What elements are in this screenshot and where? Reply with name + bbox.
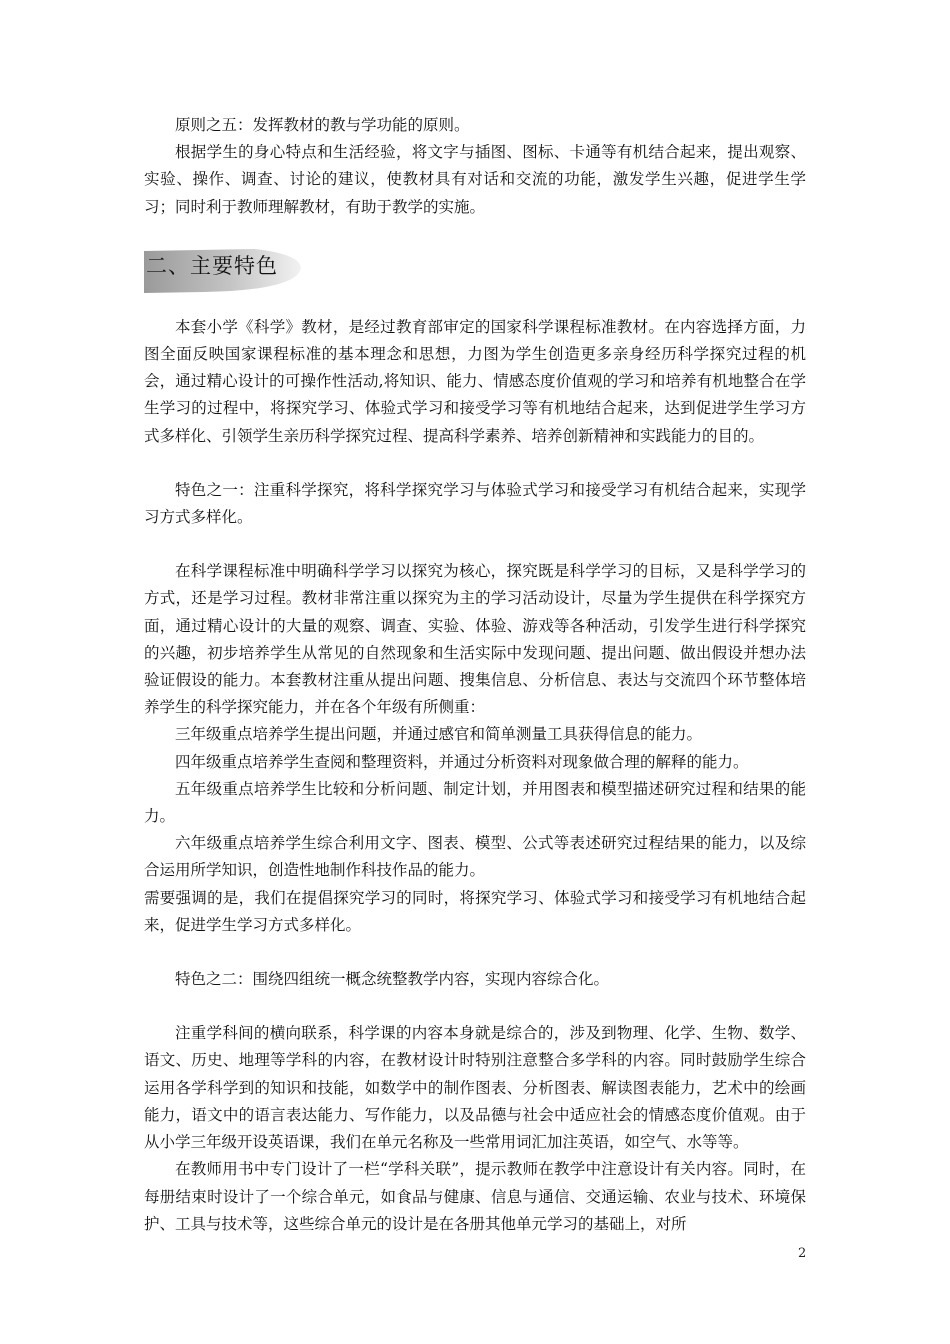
overview-paragraph: 本套小学《科学》教材，是经过教育部审定的国家科学课程标准教材。在内容选择方面，力图全面反映国家课程标准的基本理念和思想，力图为学生创造更多亲身经历科学探究过程的机会，通过精心设计的可操作性活动,将知识、能力、情感态度价值观的学习和培养有机地整合在学生学习的过程中，将探究学习、体验式学习和接受学习等有机地结合起来，达到促进学生学习方式多样化、引领学生亲历科学探究过程、提高科学素养、培养创新精神和实践能力的目的。 [144,317,806,445]
page-number: 2 [798,1246,807,1261]
feature-one-title: 特色之一：注重科学探究，将科学探究学习与体验式学习和接受学习有机结合起来，实现学习方式多样化。 [144,480,806,527]
feature-two-title: 特色之二：围绕四组统一概念统整教学内容，实现内容综合化。 [175,970,610,989]
section-heading: 二、主要特色 [146,253,278,278]
feature-one-body: 在科学课程标准中明确科学学习以探究为核心，探究既是科学学习的目标，又是科学学习的方式，还是学习过程。教材非常注重以探究为主的学习活动设计，尽量为学生提供在科学探究方面，通过精心设计的大量的观察、调查、实验、体验、游戏等各种活动，引发学生进行科学探究的兴趣，初步培养学生从常见的自然现象和生活实际中发现问题、提出问题、做出假设并想办法验证假设的能力。本套教材注重从提出问题、搜集信息、分析信息、表达与交流四个环节整体培养学生的科学探究能力，并在各个年级有所侧重： [144,562,806,717]
grade-four-item: 四年级重点培养学生查阅和整理资料，并通过分析资料对现象做合理的解释的能力。 [175,752,749,771]
principle-five-title: 原则之五：发挥教材的教与学功能的原则。 [175,116,470,134]
grade-six-item: 六年级重点培养学生综合利用文字、图表、模型、公式等表述研究过程结果的能力，以及综合运用所学知识，创造性地制作科技作品的能力。 [144,834,806,880]
emphasis-paragraph: 需要强调的是，我们在提倡探究学习的同时，将探究学习、体验式学习和接受学习有机地结合起来，促进学生学习方式多样化。 [144,888,806,934]
spacer [144,993,806,1020]
principle-five-body: 根据学生的身心特点和生活经验，将文字与插图、图标、卡通等有机结合起来，提出观察、实验、操作、调查、讨论的建议，使教材具有对话和交流的功能，激发学生兴趣，促进学生学习；同时利于教师理解教材，有助于教学的实施。 [144,143,806,216]
grade-five-item: 五年级重点培养学生比较和分析问题、制定计划，并用图表和模型描述研究过程和结果的能力。 [144,779,806,826]
spacer [144,450,806,477]
spacer [144,531,806,558]
document-page [144,112,806,1238]
section-heading-block [144,246,806,296]
spacer [144,939,806,966]
grade-three-item: 三年级重点培养学生提出问题，并通过感官和简单测量工具获得信息的能力。 [175,725,703,744]
teacher-book-paragraph: 在教师用书中专门设计了一栏“学科关联”，提示教师在教学中注意设计有关内容。同时，在每册结束时设计了一个综合单元，如食品与健康、信息与通信、交通运输、农业与技术、环境保护、工具与技术等，这些综合单元的设计是在各册其他单元学习的基础上，对所 [144,1160,806,1233]
feature-two-body: 注重学科间的横向联系，科学课的内容本身就是综合的，涉及到物理、化学、生物、数学、语文、历史、地理等学科的内容，在教材设计时特别注意整合多学科的内容。同时鼓励学生综合运用各学科学到的知识和技能，如数学中的制作图表、分析图表、解读图表能力，艺术中的绘画能力，语文中的语言表达能力、写作能力，以及品德与社会中适应社会的情感态度价值观。由于从小学三年级开设英语课，我们在单元名称及一些常用词汇加注英语，如空气、水等等。 [144,1024,806,1152]
